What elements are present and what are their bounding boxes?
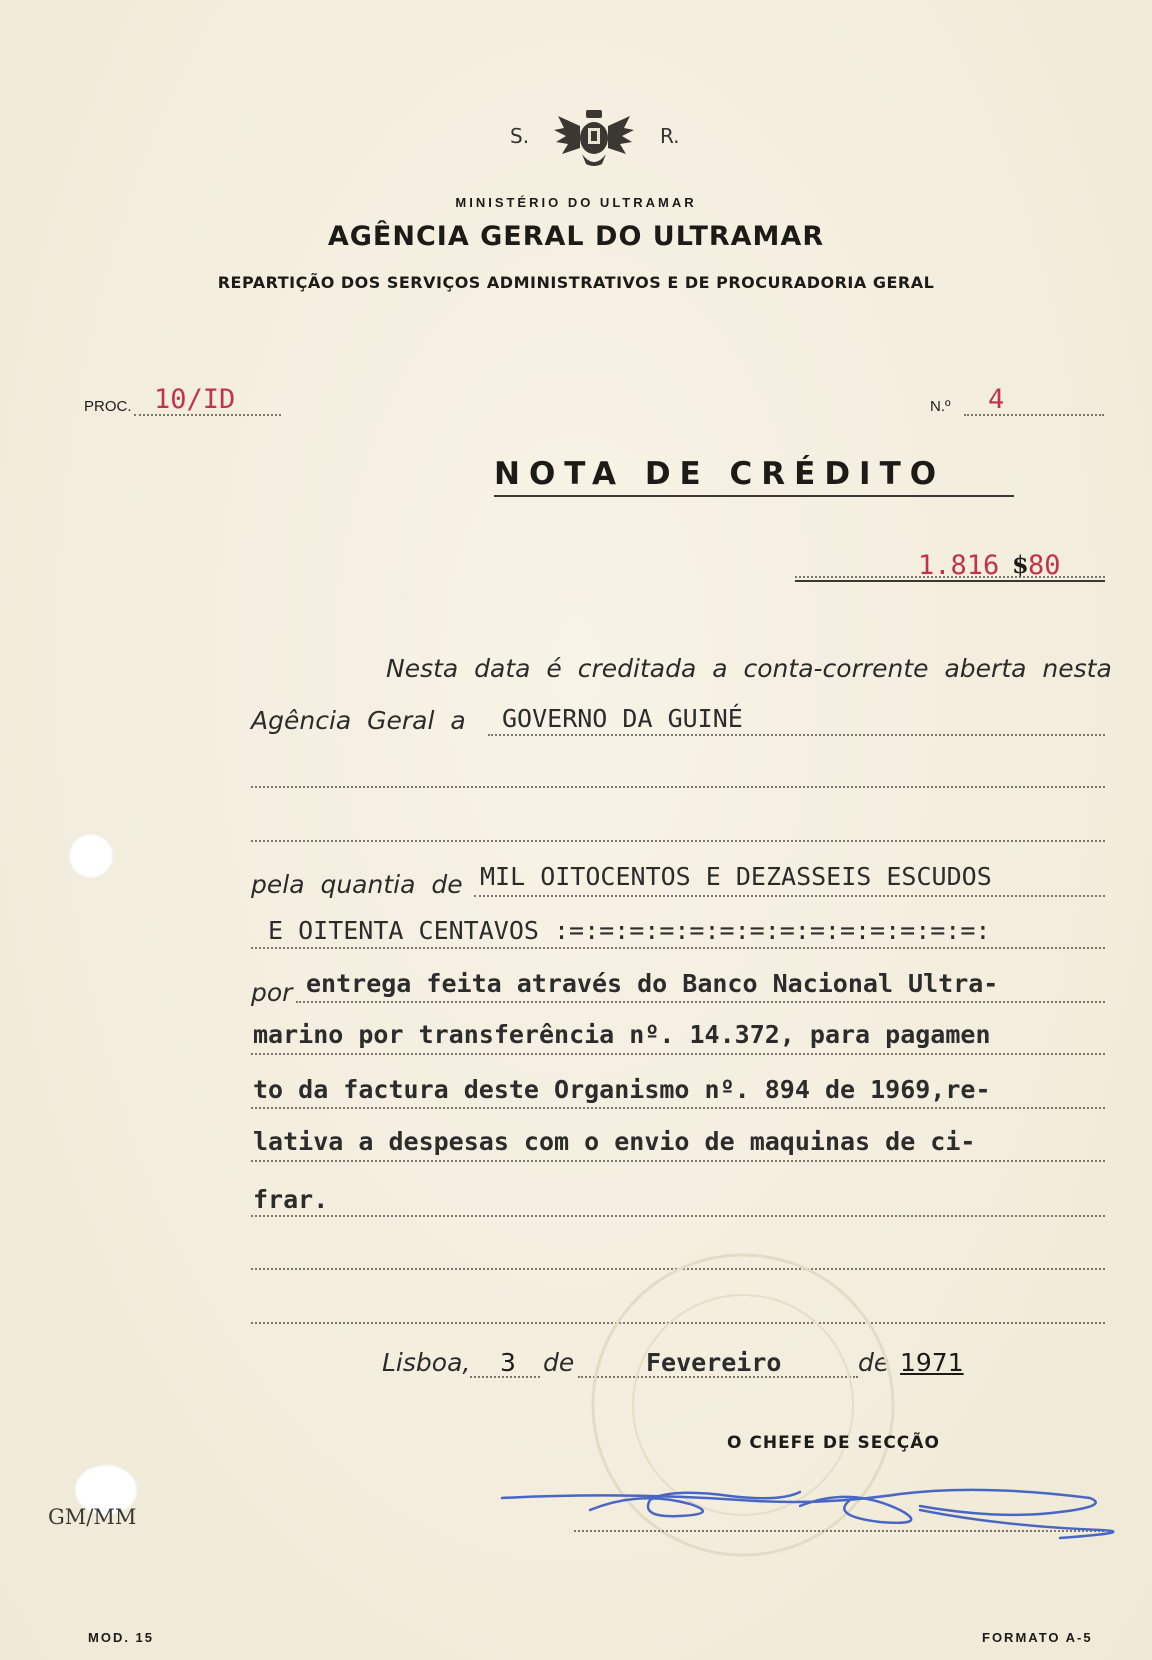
- amount-value: 1.816: [918, 550, 1000, 581]
- date-city: Lisboa,: [382, 1348, 471, 1377]
- date-de-2: de: [858, 1348, 890, 1377]
- amount-cents: 80: [1028, 550, 1061, 581]
- proc-value: 10/ID: [154, 384, 236, 415]
- body-text-line-5: frar.: [253, 1185, 329, 1214]
- date-month: Fevereiro: [646, 1348, 782, 1377]
- quantity-dotted-line-2: [251, 947, 1105, 949]
- coat-of-arms-icon: [552, 108, 636, 170]
- body-text-line-1: entrega feita através do Banco Nacional Ultra-: [306, 969, 999, 998]
- text-dotted-line-3: [251, 1107, 1105, 1109]
- body-text-line-3: to da factura deste Organismo nº. 894 de 1969,re-: [253, 1075, 991, 1104]
- agency-name: AGÊNCIA GERAL DO ULTRAMAR: [327, 221, 825, 252]
- handwritten-signature: [500, 1470, 1120, 1550]
- number-value: 4: [988, 384, 1005, 415]
- quantity-words-line-2: E OITENTA CENTAVOS :=:=:=:=:=:=:=:=:=:=:=:=:=:=:: [268, 916, 991, 945]
- proc-label: PROC.: [84, 398, 132, 415]
- title-underline: [494, 495, 1014, 497]
- r-letter: R.: [660, 124, 680, 148]
- intro-text: Nesta data é creditada a conta-corrente aberta nesta: [386, 654, 1112, 683]
- text-dotted-line-5: [251, 1215, 1105, 1217]
- footer-format: FORMATO A-5: [982, 1630, 1093, 1645]
- agency-prefix: Agência Geral a: [251, 706, 466, 735]
- beneficiary-dotted-line: [488, 734, 1105, 736]
- beneficiary-name: GOVERNO DA GUINÉ: [502, 704, 743, 733]
- text-dotted-line-4: [251, 1160, 1105, 1162]
- blank-dotted-line-1: [251, 786, 1105, 788]
- text-dotted-line-2: [251, 1053, 1105, 1055]
- number-dotted-line: [964, 414, 1104, 416]
- blank-dotted-line-2: [251, 840, 1105, 842]
- text-dotted-line-1: [296, 1001, 1105, 1003]
- date-day: 3: [500, 1348, 516, 1377]
- por-prefix: por: [251, 978, 293, 1007]
- signature-role: O CHEFE DE SECÇÃO: [727, 1433, 940, 1453]
- quantity-words-line-1: MIL OITOCENTOS E DEZASSEIS ESCUDOS: [480, 862, 992, 891]
- amount-currency-symbol: $: [1012, 550, 1029, 579]
- footer-model: MOD. 15: [88, 1630, 155, 1645]
- footer-initials: GM/MM: [48, 1505, 137, 1529]
- body-text-line-2: marino por transferência nº. 14.372, para pagamen: [253, 1020, 991, 1049]
- document-title: NOTA DE CRÉDITO: [494, 456, 946, 492]
- ministry-name: MINISTÉRIO DO ULTRAMAR: [455, 195, 697, 210]
- punch-hole-top: [68, 833, 114, 879]
- quantity-prefix: pela quantia de: [251, 870, 463, 899]
- date-year: 1971: [900, 1348, 964, 1377]
- s-letter: S.: [510, 124, 530, 148]
- number-label: N.º: [930, 398, 951, 415]
- quantity-dotted-line-1: [474, 895, 1105, 897]
- body-text-line-4: lativa a despesas com o envio de maquinas de ci-: [253, 1127, 976, 1156]
- date-de-1: de: [543, 1348, 575, 1377]
- department-name: REPARTIÇÃO DOS SERVIÇOS ADMINISTRATIVOS E DE PROCURADORIA GERAL: [217, 273, 935, 292]
